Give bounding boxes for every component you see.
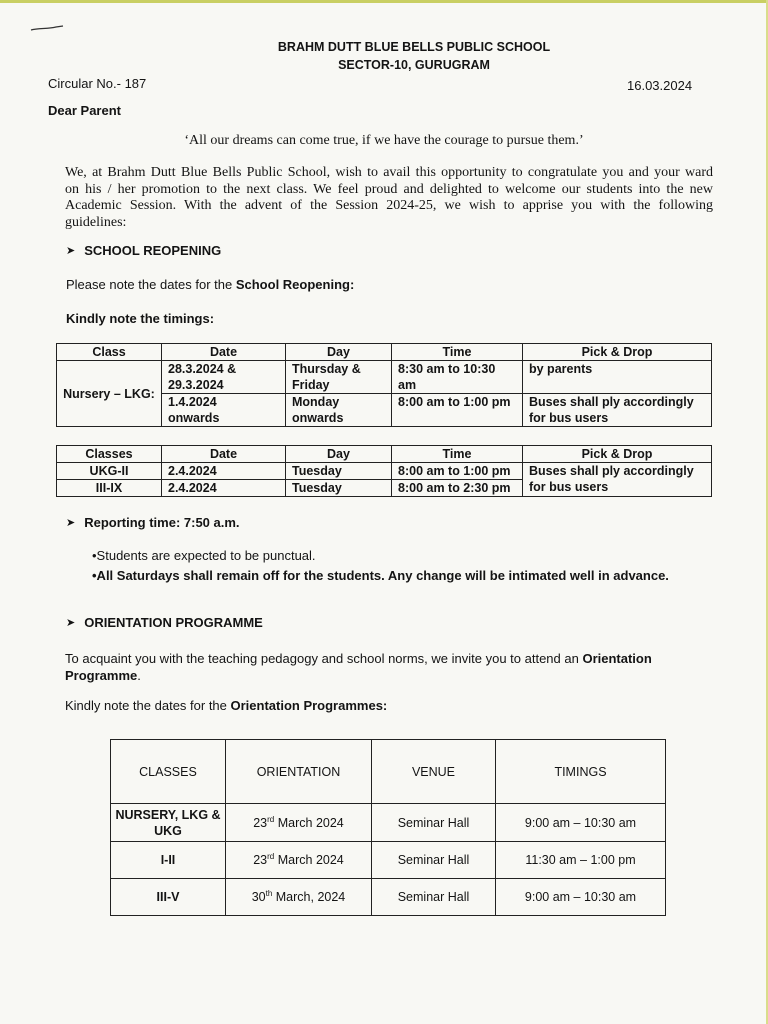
- table-row: [57, 361, 712, 394]
- reopening-table-nursery-lkg: [56, 343, 712, 427]
- time-cell: 8:00 am to 2:30 pm: [392, 480, 523, 497]
- timing-cell: 9:00 am – 10:30 am: [496, 879, 666, 916]
- reporting-time-text: Reporting time: 7:50 a.m.: [84, 515, 240, 530]
- intro-line: We, at Brahm Dutt Blue Bells Public School, wish to avail this opportunity to congratulate you and your ward: [65, 165, 713, 180]
- table-header-row: [57, 344, 712, 361]
- orientation-dates-note: [65, 698, 387, 713]
- note-text: Please note the dates for the: [66, 277, 236, 292]
- table-header-row: [111, 740, 666, 804]
- class-cell: Nursery – LKG:: [57, 361, 162, 427]
- time-cell: 8:00 am to 1:00 pm: [392, 394, 523, 427]
- header-cell: TIMINGS: [496, 740, 666, 804]
- header-cell: Date: [162, 344, 286, 361]
- circular-number: Circular No.- 187: [48, 76, 147, 91]
- header-cell: Time: [392, 344, 523, 361]
- bullet-saturdays: •All Saturdays shall remain off for the students. Any change will be intimated well in advance.: [92, 568, 669, 583]
- arrow-bullet-icon: ➤: [66, 517, 76, 529]
- venue-cell: Seminar Hall: [372, 842, 496, 879]
- table-row: [57, 463, 712, 480]
- invite-bold-text: Programme: [65, 668, 138, 683]
- header-cell: Date: [162, 446, 286, 463]
- pick-drop-cell: Buses shall ply accordingly for bus users: [523, 394, 712, 427]
- day-cell: Monday onwards: [286, 394, 392, 427]
- orientation-date-cell: 23rd March 2024: [226, 842, 372, 879]
- note-text: Kindly note the dates for the: [65, 698, 231, 713]
- reopening-dates-note: [66, 277, 354, 292]
- header-cell: CLASSES: [111, 740, 226, 804]
- school-name: BRAHM DUTT BLUE BELLS PUBLIC SCHOOL: [277, 40, 551, 54]
- date-cell: 1.4.2024 onwards: [162, 394, 286, 427]
- intro-paragraph: [65, 165, 713, 231]
- day-cell: Tuesday: [286, 463, 392, 480]
- circular-date: 16.03.2024: [627, 78, 693, 93]
- venue-cell: Seminar Hall: [372, 879, 496, 916]
- header-cell: Time: [392, 446, 523, 463]
- date-cell: 28.3.2024 & 29.3.2024: [162, 361, 286, 394]
- day-cell: Tuesday: [286, 480, 392, 497]
- section-heading-text: ORIENTATION PROGRAMME: [84, 615, 263, 630]
- arrow-bullet-icon: ➤: [66, 617, 76, 629]
- reporting-time: [66, 515, 240, 530]
- timing-cell: 9:00 am – 10:30 am: [496, 804, 666, 842]
- header-cell: Day: [286, 344, 392, 361]
- table-row: [111, 879, 666, 916]
- intro-line: Academic Session. With the advent of the Session 2024-25, we wish to apprise you with the following: [65, 198, 713, 213]
- intro-line: on his / her promotion to the next class. We feel proud and delighted to welcome our students into the new: [65, 181, 713, 197]
- header-cell: Day: [286, 446, 392, 463]
- date-cell: 2.4.2024: [162, 480, 286, 497]
- header-cell: Pick & Drop: [523, 446, 712, 463]
- header-cell: VENUE: [372, 740, 496, 804]
- header-cell: Classes: [57, 446, 162, 463]
- paper-edge-top: [0, 0, 768, 3]
- classes-cell: I-II: [111, 842, 226, 879]
- invite-bold-text: Orientation: [582, 651, 652, 666]
- header-cell: Class: [57, 344, 162, 361]
- greeting: Dear Parent: [48, 103, 121, 118]
- arrow-bullet-icon: ➤: [66, 245, 76, 257]
- orientation-date-cell: 30th March, 2024: [226, 879, 372, 916]
- classes-cell: NURSERY, LKG & UKG: [111, 804, 226, 842]
- pick-drop-cell: by parents: [523, 361, 712, 394]
- header-cell: Pick & Drop: [523, 344, 712, 361]
- timing-cell: 11:30 am – 1:00 pm: [496, 842, 666, 879]
- invite-text: To acquaint you with the teaching pedagogy and school norms, we invite you to attend an: [65, 651, 583, 666]
- time-cell: 8:30 am to 10:30 am: [392, 361, 523, 394]
- invite-text: .: [137, 668, 141, 683]
- section-heading-orientation: [66, 615, 263, 630]
- pick-drop-cell: Buses shall ply accordingly for bus users: [523, 463, 712, 497]
- table-row: [111, 804, 666, 842]
- venue-cell: Seminar Hall: [372, 804, 496, 842]
- table-header-row: [57, 446, 712, 463]
- classes-cell: III-V: [111, 879, 226, 916]
- day-cell: Thursday & Friday: [286, 361, 392, 394]
- class-cell: III-IX: [57, 480, 162, 497]
- orientation-table: [110, 739, 666, 916]
- table-row: [111, 842, 666, 879]
- note-bold-text: School Reopening:: [235, 277, 355, 292]
- pen-mark-doodle: [30, 24, 64, 32]
- class-cell: UKG-II: [57, 463, 162, 480]
- bullet-punctual: •Students are expected to be punctual.: [92, 548, 316, 563]
- section-heading-text: SCHOOL REOPENING: [84, 243, 222, 258]
- orientation-invite: [65, 650, 725, 684]
- time-cell: 8:00 am to 1:00 pm: [392, 463, 523, 480]
- section-heading-reopening: [66, 243, 221, 258]
- quote: ‘All our dreams can come true, if we have the courage to pursue them.’: [184, 133, 584, 148]
- school-address: SECTOR-10, GURUGRAM: [338, 58, 490, 72]
- header-cell: ORIENTATION: [226, 740, 372, 804]
- reopening-table-ukg-ix: [56, 445, 712, 497]
- note-bold-text: Orientation Programmes:: [230, 698, 388, 713]
- intro-line: guidelines:: [65, 214, 127, 230]
- timings-note: Kindly note the timings:: [66, 311, 215, 326]
- orientation-date-cell: 23rd March 2024: [226, 804, 372, 842]
- date-cell: 2.4.2024: [162, 463, 286, 480]
